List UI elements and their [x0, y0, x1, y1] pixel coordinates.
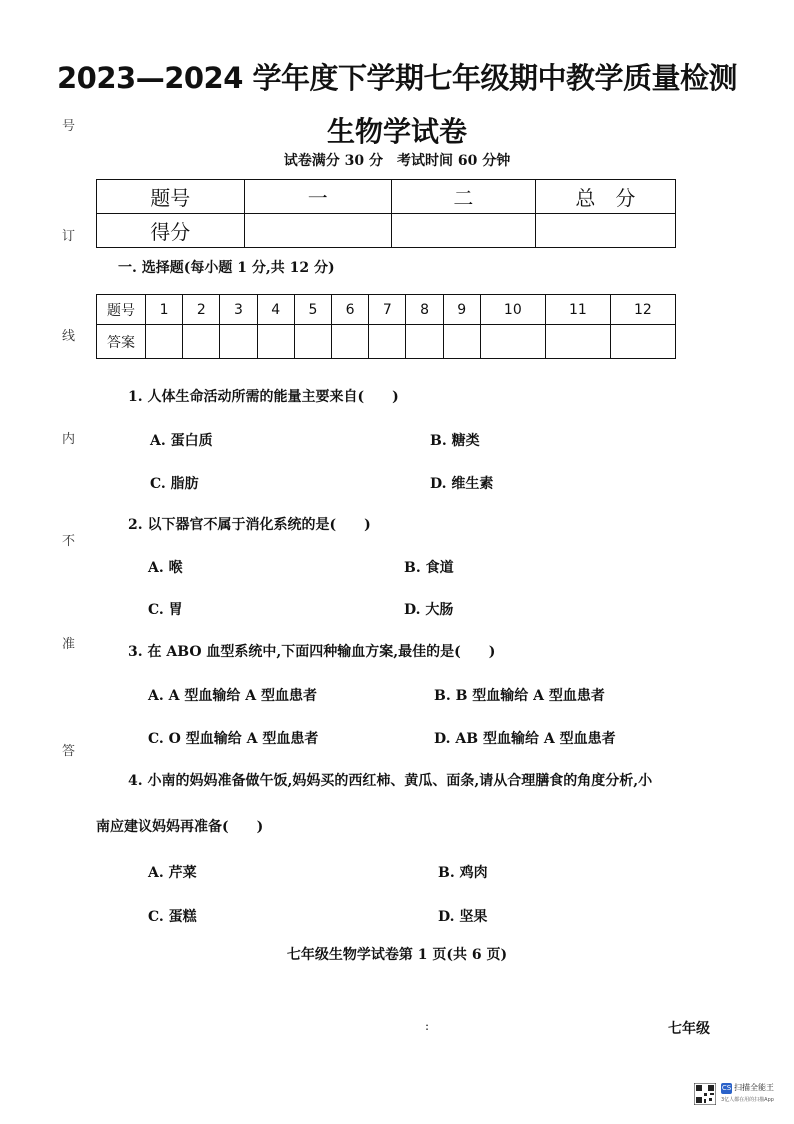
answer-table: [96, 294, 676, 359]
question-2-option-b[interactable]: B. 食道: [404, 560, 454, 576]
answer-cell[interactable]: [443, 325, 480, 359]
margin-mark: 准: [62, 637, 76, 652]
margin-mark: 答: [62, 744, 76, 759]
answer-row-label: 答案: [97, 325, 146, 359]
question-3-option-d[interactable]: D. AB 型血输给 A 型血患者: [434, 731, 616, 747]
page-footer: 七年级生物学试卷第 1 页(共 6 页): [286, 947, 508, 963]
corner-text: 七年级: [668, 1021, 710, 1037]
answer-cell[interactable]: [610, 325, 675, 359]
answer-number: 3: [220, 295, 257, 325]
question-3-option-a[interactable]: A. A 型血输给 A 型血患者: [148, 688, 317, 704]
section-title: 一. 选择题(每小题 1 分,共 12 分): [118, 260, 335, 276]
answer-number: 11: [545, 295, 610, 325]
margin-mark: 不: [62, 534, 76, 549]
score-header-part2: 二: [392, 180, 536, 214]
answer-cell[interactable]: [294, 325, 331, 359]
score-table: [96, 179, 676, 248]
question-1-stem: 1. 人体生命活动所需的能量主要来自( ): [128, 389, 399, 405]
score-cell-part2[interactable]: [392, 214, 536, 248]
cs-logo-icon: CS: [721, 1084, 732, 1092]
answer-cell[interactable]: [332, 325, 369, 359]
score-header-number: 题号: [97, 180, 245, 214]
answer-cell[interactable]: [257, 325, 294, 359]
score-header-total: 总 分: [535, 180, 675, 214]
answer-number: 9: [443, 295, 480, 325]
qr-code-icon: [694, 1083, 716, 1105]
question-4-option-a[interactable]: A. 芹菜: [148, 865, 197, 881]
exam-meta: 试卷满分 30 分 考试时间 60 分钟: [283, 153, 511, 169]
answer-number: 8: [406, 295, 443, 325]
answer-number: 2: [183, 295, 220, 325]
question-2-option-c[interactable]: C. 胃: [148, 602, 183, 618]
answer-cell[interactable]: [220, 325, 257, 359]
question-4-option-b[interactable]: B. 鸡肉: [438, 865, 488, 881]
question-4-stem-continued: 南应建议妈妈再准备( ): [96, 819, 264, 835]
answer-number: 1: [146, 295, 183, 325]
watermark-sub: 3亿人都在用的扫描App: [721, 1097, 774, 1103]
margin-mark: 线: [62, 329, 76, 344]
watermark-label: 扫描全能王: [734, 1083, 774, 1092]
answer-cell[interactable]: [406, 325, 443, 359]
answer-cell[interactable]: [545, 325, 610, 359]
score-label: 得分: [97, 214, 245, 248]
question-3-option-c[interactable]: C. O 型血输给 A 型血患者: [148, 731, 319, 747]
question-1-option-c[interactable]: C. 脂肪: [150, 476, 199, 492]
score-cell-total[interactable]: [535, 214, 675, 248]
margin-mark: 订: [62, 229, 76, 244]
answer-cell[interactable]: [480, 325, 545, 359]
margin-mark: 号: [62, 119, 76, 134]
question-1-option-b[interactable]: B. 糖类: [430, 433, 480, 449]
scan-speck: :: [425, 1019, 430, 1033]
question-1-option-d[interactable]: D. 维生素: [430, 476, 494, 492]
question-3-stem: 3. 在 ABO 血型系统中,下面四种输血方案,最佳的是( ): [128, 644, 496, 660]
answer-row-label: 题号: [97, 295, 146, 325]
question-3-option-b[interactable]: B. B 型血输给 A 型血患者: [434, 688, 605, 704]
answer-number: 12: [610, 295, 675, 325]
score-cell-part1[interactable]: [244, 214, 392, 248]
answer-cell[interactable]: [146, 325, 183, 359]
question-4-stem: 4. 小南的妈妈准备做午饭,妈妈买的西红柿、黄瓜、面条,请从合理膳食的角度分析,小: [128, 773, 653, 789]
score-header-part1: 一: [244, 180, 392, 214]
answer-number: 10: [480, 295, 545, 325]
scanner-watermark: [694, 1080, 786, 1108]
question-2-option-a[interactable]: A. 喉: [148, 560, 183, 576]
answer-number: 5: [294, 295, 331, 325]
answer-cell[interactable]: [369, 325, 406, 359]
question-2-stem: 2. 以下器官不属于消化系统的是( ): [128, 517, 371, 533]
question-2-option-d[interactable]: D. 大肠: [404, 602, 454, 618]
question-4-option-d[interactable]: D. 坚果: [438, 909, 488, 925]
question-1-option-a[interactable]: A. 蛋白质: [150, 433, 213, 449]
answer-number: 4: [257, 295, 294, 325]
exam-title: 2023—2024 学年度下学期七年级期中教学质量检测: [56, 61, 738, 95]
margin-mark: 内: [62, 432, 76, 447]
exam-subtitle: 生物学试卷: [326, 115, 467, 148]
answer-number: 6: [332, 295, 369, 325]
question-4-option-c[interactable]: C. 蛋糕: [148, 909, 197, 925]
answer-cell[interactable]: [183, 325, 220, 359]
answer-number: 7: [369, 295, 406, 325]
